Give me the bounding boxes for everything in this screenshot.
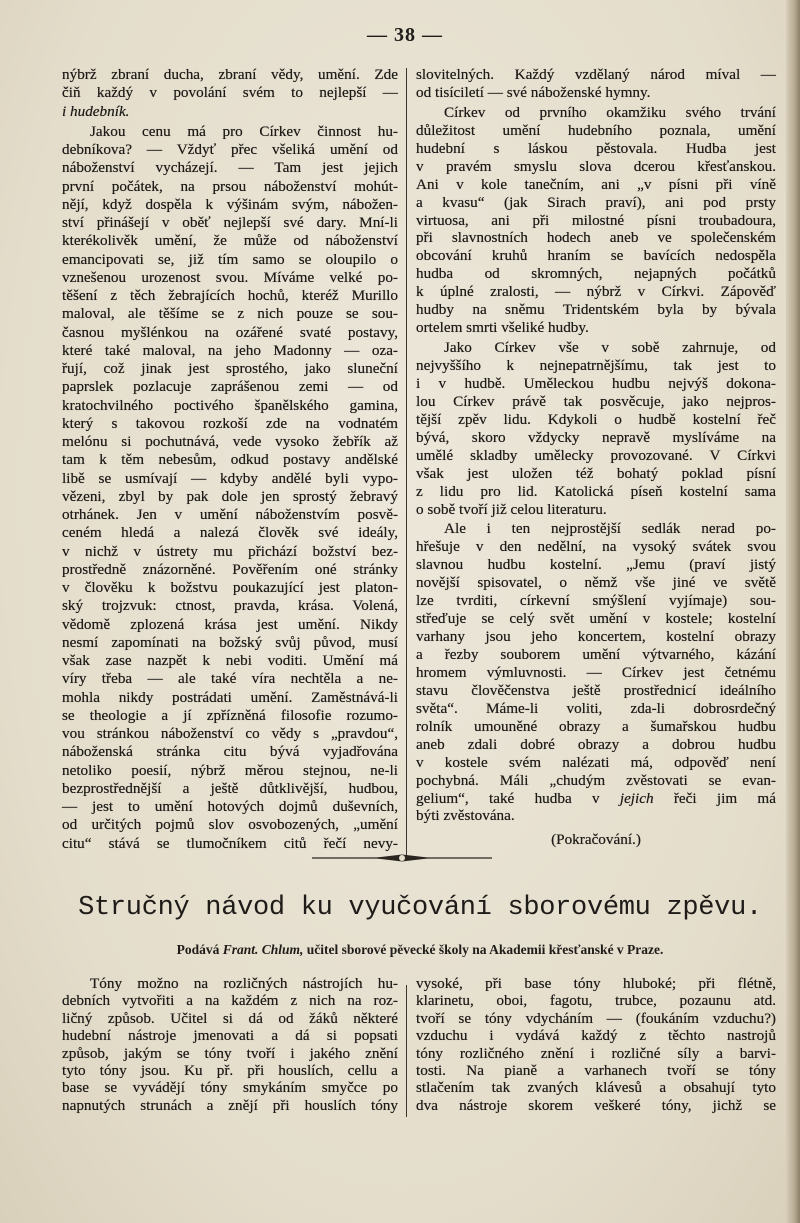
text-line: který s takovou rozkoší zde na vodnatém: [62, 414, 398, 432]
text-line: citu“ stává se tlumočníkem citů řečí nevy-: [62, 834, 398, 852]
text-line: lze tvrditi, církevní smýšlení vyjímaje) sou-: [416, 592, 776, 610]
article-byline: [60, 942, 780, 958]
continuation-note: (Pokračování.): [551, 831, 641, 849]
text-line: náboženská stránka citu bývá vyjadřována: [62, 743, 398, 761]
text-line: ský trojzvuk: ctnost, pravda, krása. Volená,: [62, 597, 398, 615]
text-line: kterékolivěk umění, že může od náboženství: [62, 232, 398, 250]
text-line: a řezby souborem umění výtvarného, kázání: [416, 646, 776, 663]
text-line: libě se usmívají — kdyby andělé byli vypo-: [62, 469, 398, 487]
text-line: bývá, skoro vždycky nepravě myslíváme na: [416, 428, 776, 446]
text-line: prostředně znázorněné. Pověřením oné stránky: [62, 560, 398, 578]
text-line: tyto tóny jsou. Ku př. při houslích, cellu a: [62, 1061, 398, 1079]
text-line: obcování kruhů hraním se bavících nedospěla: [416, 247, 776, 265]
text-line: stavu člověčenstva ještě prostřednicí ideálního: [416, 681, 776, 699]
text-line: hřešuje v den nedělní, na vysoký svátek svou: [416, 538, 776, 556]
text-line: od tisíciletí — své náboženské hymny.: [416, 83, 651, 101]
byline-author: Frant. Chlum,: [222, 942, 304, 957]
text-line: první počátek, na prsou náboženství mohút-: [62, 177, 398, 195]
text-line: které také maloval, na jeho Madonny — oza-: [62, 341, 398, 359]
text-line: způsob, jakým se tóny tvoří i jakého znění: [62, 1044, 398, 1062]
text-line: hudební nástroje jmenovati a dá si popsati: [62, 1027, 398, 1045]
text-line: tosti. Na pianě a varhanech tvoří se tóny: [416, 1061, 776, 1079]
text-line: [416, 790, 776, 808]
text-line: vysoké, při base tóny hluboké; při flétně,: [416, 975, 776, 992]
text-line: tóny rozličného znění i rozličné síly a barvi-: [416, 1044, 776, 1062]
text-line: nejvyššího k nejnepatrnějšímu, tak jest to: [416, 357, 776, 374]
text-line: v nichž v ústrety mu přichází božství bez-: [62, 542, 398, 560]
text-line: o sobě tvoří již celou literaturu.: [416, 500, 607, 518]
text-line: hromem výmluvnosti. — Církev jest četnému: [416, 663, 776, 681]
text-line: vědomě zplozená krása jest umění. Nikdy: [62, 615, 398, 633]
page-number: — 38 —: [367, 24, 443, 46]
text-line: k úplné zralosti, — nýbrž v Církvi. Zápověď: [416, 283, 776, 301]
text-line: bezprostřednější a ještě důtklivější, hudbou,: [62, 779, 398, 797]
text-line: nýbrž zbraní ducha, zbraní vědy, umění. Zde: [62, 66, 398, 83]
text-line: v kostele svém nalézati má, odpověď není: [416, 753, 776, 771]
text-line: Jako Církev vše v sobě zahrnuje, od: [444, 339, 776, 357]
text-line: i v hudbě. Uměleckou hudbu nejvýš dokona-: [416, 374, 776, 392]
text-line: klarinetu, oboi, fagotu, trubce, pozaunu atd.: [416, 992, 776, 1010]
text-line: Církev od prvního okamžiku svého trvání: [444, 103, 776, 121]
text-line: víry třeba — ale také víra nechtěla a ne-: [62, 670, 398, 688]
text-line: stlačením tak zvaných klávesů a obsahují tyto: [416, 1079, 776, 1097]
text-line: čiň každý v povolání svém to nejlepší —: [62, 84, 398, 102]
article1-left-column: [62, 66, 398, 853]
text-line: v člověku k božstvu poukazující jest platon-: [62, 579, 398, 596]
italic-text: jejich: [619, 789, 654, 807]
text-line: vězeni, zbyl by pak dole jen sprostý žebravý: [62, 487, 398, 505]
text-line: netoliko poesií, nýbrž měrou stejnou, ne-li: [62, 761, 398, 779]
page-edge: [786, 0, 800, 1223]
text-line: světa“. Máme-li voliti, zda-li dobrosrdečný: [416, 699, 776, 717]
text-line: — jest to umění hotových dojmů duševních,: [62, 798, 398, 815]
text-line: v pravém smyslu slova dcerou křesťanskou.: [416, 157, 776, 175]
text-line: pochybná. Máli „chudým zvěstovati se evan-: [416, 771, 776, 789]
text-line: při slavnostních hodech aneb ve společenském: [416, 229, 776, 247]
text-line: řují, což jinak jest sprostého, jako sluneční: [62, 360, 398, 377]
text-line: důležitost umění hudebního poznala, umění: [416, 121, 776, 139]
text-line: base se vyvádějí tóny smykáním smyčce po: [62, 1079, 398, 1097]
text-line: tější zpěv lidu. Kdykoli o hudbě kostelní řeč: [416, 410, 776, 428]
text-line: Ani v kole tanečním, ani „v písni při víně: [416, 175, 776, 193]
text-line: ceném hledá a nalezá člověk své ideály,: [62, 524, 398, 542]
text-line: varhany jsou jeho koncertem, kostelní obrazy: [416, 628, 776, 646]
column-divider: [406, 985, 407, 1117]
text-line: nějí, když dospěla k výšinám svým, nábožen-: [62, 195, 398, 213]
text-line: hudební s láskou pěstovala. Hudba jest: [416, 139, 776, 157]
text-line: však jest uložen též bohatý poklad písní: [416, 464, 776, 482]
column-divider: [406, 68, 407, 860]
text-line: dva nástroje skorem veškeré tóny, jichž se: [416, 1096, 776, 1114]
text-line: Jakou cenu má pro Církev činnost hu-: [90, 122, 398, 140]
text-line: [62, 103, 398, 121]
article1-right-column: [416, 66, 776, 849]
text-segment: řeči jim má: [653, 789, 776, 807]
text-line: aneb zdali dobré obrazy a dobrou hudbu: [416, 735, 776, 753]
text-line: ličný způsob. Učitel si dá od žáků některé: [62, 1009, 398, 1027]
byline-prefix: Podává: [176, 942, 223, 957]
text-line: hudby na sněmu Tridentském byla by bývala: [416, 301, 776, 319]
text-line: nesmí zapomínati na božský svůj původ, musí: [62, 633, 398, 651]
text-line: Ale i ten nejprostější sedlák nerad po-: [444, 520, 776, 538]
text-line: náboženství vycházejí. — Tam jest jejich: [62, 159, 398, 177]
text-line: debních vytvořiti a na každém z nich na roz-: [62, 992, 398, 1010]
text-line: z lidu pro lid. Katolická píseň kostelní sama: [416, 482, 776, 500]
text-line: ství přinášejí v oběť nejlepší své dary. Mní-li: [62, 214, 398, 231]
text-segment: gelium“, také hudba v: [416, 789, 620, 807]
text-line: vzduchu i vydává každý z těchto nastrojů: [416, 1027, 776, 1045]
text-line: otrhánek. Jen v umění náboženstvím posvě-: [62, 506, 398, 523]
text-line: kratochvilného poctivého španělského gamina,: [62, 396, 398, 414]
article2-left-column: [62, 975, 398, 1114]
text-line: a kvasu“ (jak Sirach praví), ani pod prsty: [416, 193, 776, 211]
text-line: vznešenou urozenost svou. Míváme velké po-: [62, 268, 398, 286]
text-line: melónu si pochutnává, vede vysoko žebřík až: [62, 433, 398, 450]
text-line: novější spisovatel, o němž vše jiné ve světě: [416, 574, 776, 592]
text-line: vou stránkou náboženství co vědy s „pravdou“,: [62, 725, 398, 742]
text-line: se theologie a jí zpřízněná filosofie rozumo-: [62, 706, 398, 724]
text-line: hudba od skromných, nejapných počátků: [416, 265, 776, 283]
text-line: maloval, ale těšíme se z nich pouze se sou-: [62, 305, 398, 323]
text-line: emancipovati se, již tím samo se oloupilo o: [62, 250, 398, 268]
text-line: býti zvěstována.: [416, 807, 515, 825]
text-line: od určitých pojmů slov osvobozených, „umění: [62, 816, 398, 834]
text-line: mohla nikdy postrádati umění. Zaměstnává-li: [62, 688, 398, 706]
text-line: Tóny možno na rozličných nástrojích hu-: [90, 975, 398, 992]
article-title: Stručný návod ku vyučování sborovému zpěvu.: [78, 893, 762, 923]
text-line: paprslek pozlacuje zaprášenou zemi — od: [62, 378, 398, 396]
text-line: časnou myšlénkou na ozářené svaté postavy,: [62, 323, 398, 341]
text-line: umělé skladby umělecky provozované. V Církvi: [416, 446, 776, 464]
byline-suffix: učitel sborové pěvecké školy na Akademii křesťanské v Praze.: [303, 942, 664, 957]
text-line: ortelem smrti všeliké hudby.: [416, 319, 589, 337]
text-line: tam k těm nebesům, odkud postavy andělské: [62, 451, 398, 469]
text-line: těšení z těch žebrajících hochů, kteréž Murillo: [62, 287, 398, 304]
text-line: napnutých strunách a znějí při houslích tóny: [62, 1096, 398, 1114]
text-line: virtuosa, ani při milostné písni troubadoura,: [416, 211, 776, 229]
text-line: debníkova? — Vždyť přec všeliká umění od: [62, 141, 398, 158]
text-line: však zase nazpět k nebi voditi. Umění má: [62, 652, 398, 669]
article2-right-column: [416, 975, 776, 1114]
text-line: tvoří se tóny vdycháním — (foukáním vzduchu?): [416, 1009, 776, 1027]
text-line: lou Církev právě tak posvěcuje, jako nejpros-: [416, 392, 776, 410]
italic-text: i hudebník.: [62, 102, 130, 120]
text-line: střeďuje se celý svět umění v kostele; kostelní: [416, 610, 776, 628]
text-line: rolník umouněné obrazy a šumařskou hudbu: [416, 717, 776, 735]
section-divider-ornament: [312, 853, 492, 863]
text-line: slavnou hudbu kostelní. „Jemu (praví jistý: [416, 556, 776, 574]
text-line: slovitelných. Každý vzdělaný národ míval —: [416, 66, 776, 83]
